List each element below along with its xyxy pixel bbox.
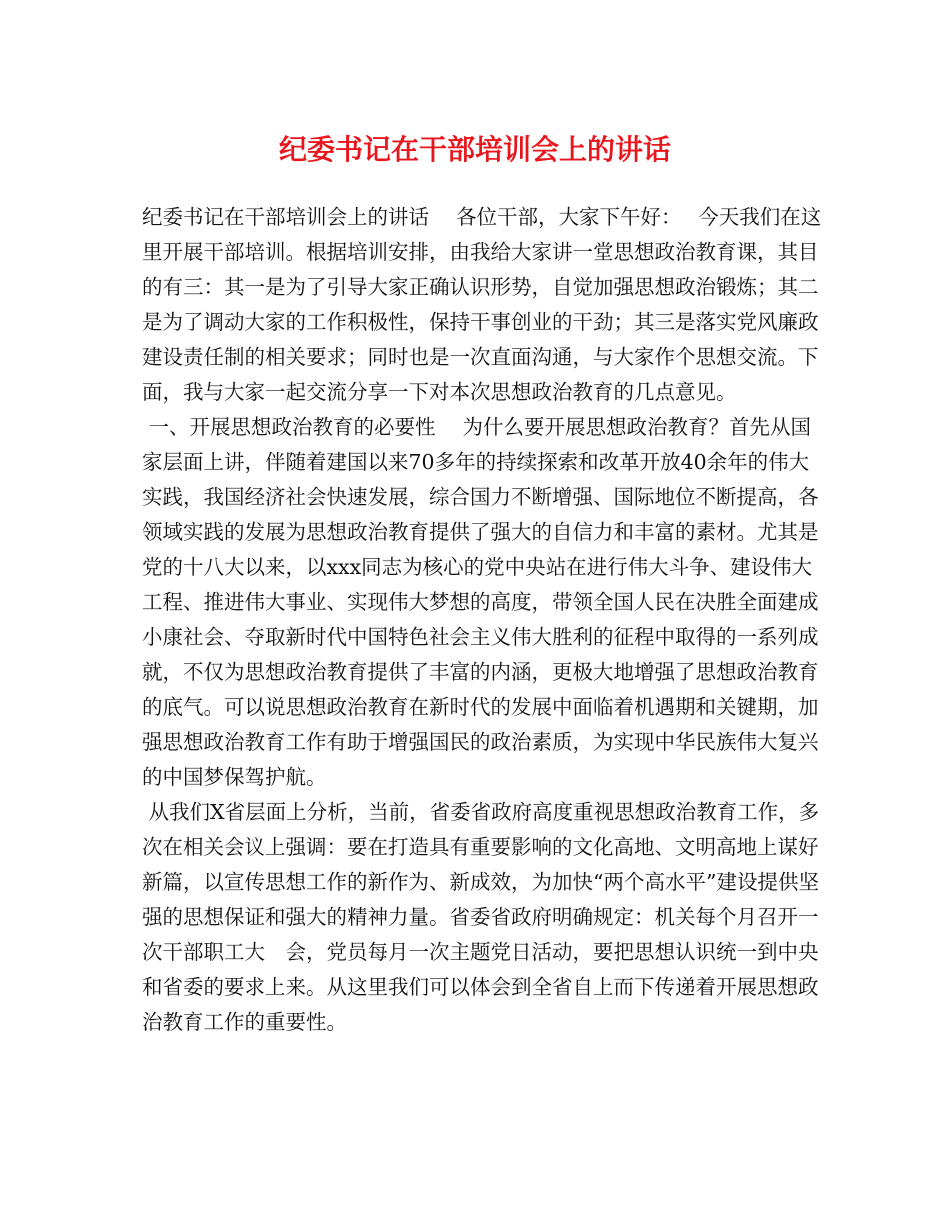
document-title: 纪委书记在干部培训会上的讲话 [278, 133, 671, 166]
document-body: 纪委书记在干部培训会上的讲话 各位干部，大家下午好： 今天我们在这里开展干部培训。根据培训安排，由我给大家讲一堂思想政治教育课，其目的有三：其一是为了引导大家正确认识形势，自觉加强思想政治锻炼；其二是为了调动大家的工作积极性，保持干事创业的干劲；其三是落实党风廉政建设责任制的相关要求；同时也是一次直面沟通，与大家作个思想交流。下面，我与大家一起交流分享一下对本次思想政治教育的几点意见。 一、开展思想政治教育的必要性 为什么要开展思想政治教育？首先从国家层面上讲，伴随着建国以来70多年的持续探索和改革开放40余年的伟大实践，我国经济社会快速发展，综合国力不断增强、国际地位不断提高，各领域实践的发展为思想政治教育提供了强大的自信力和丰富的素材。尤其是党的十八大以来，以xxx同志为核心的党中央站在进行伟大斗争、建设伟大工程、推进伟大事业、实现伟大梦想的高度，带领全国人民在决胜全面建成小康社会、夺取新时代中国特色社会主义伟大胜利的征程中取得的一系列成就，不仅为思想政治教育提供了丰富的内涵，更极大地增强了思想政治教育的底气。可以说思想政治教育在新时代的发展中面临着机遇期和关键期，加强思想政治教育工作有助于增强国民的政治素质，为实现中华民族伟大复兴的中国梦保驾护航。 从我们X省层面上分析，当前，省委省政府高度重视思想政治教育工作，多次在相关会议上强调：要在打造具有重要影响的文化高地、文明高地上谋好新篇，以宣传思想工作的新作为、新成效，为加快“两个高水平”建设提供坚强的思想保证和强大的精神力量。省委省政府明确规定：机关每个月召开一次干部职工大 会，党员每月一次主题党日活动，要把思想认识统一到中央和省委的要求上来。从这里我们可以体会到全省自上而下传递着开展思想政治教育工作的重要性。 [142, 205, 822, 1034]
